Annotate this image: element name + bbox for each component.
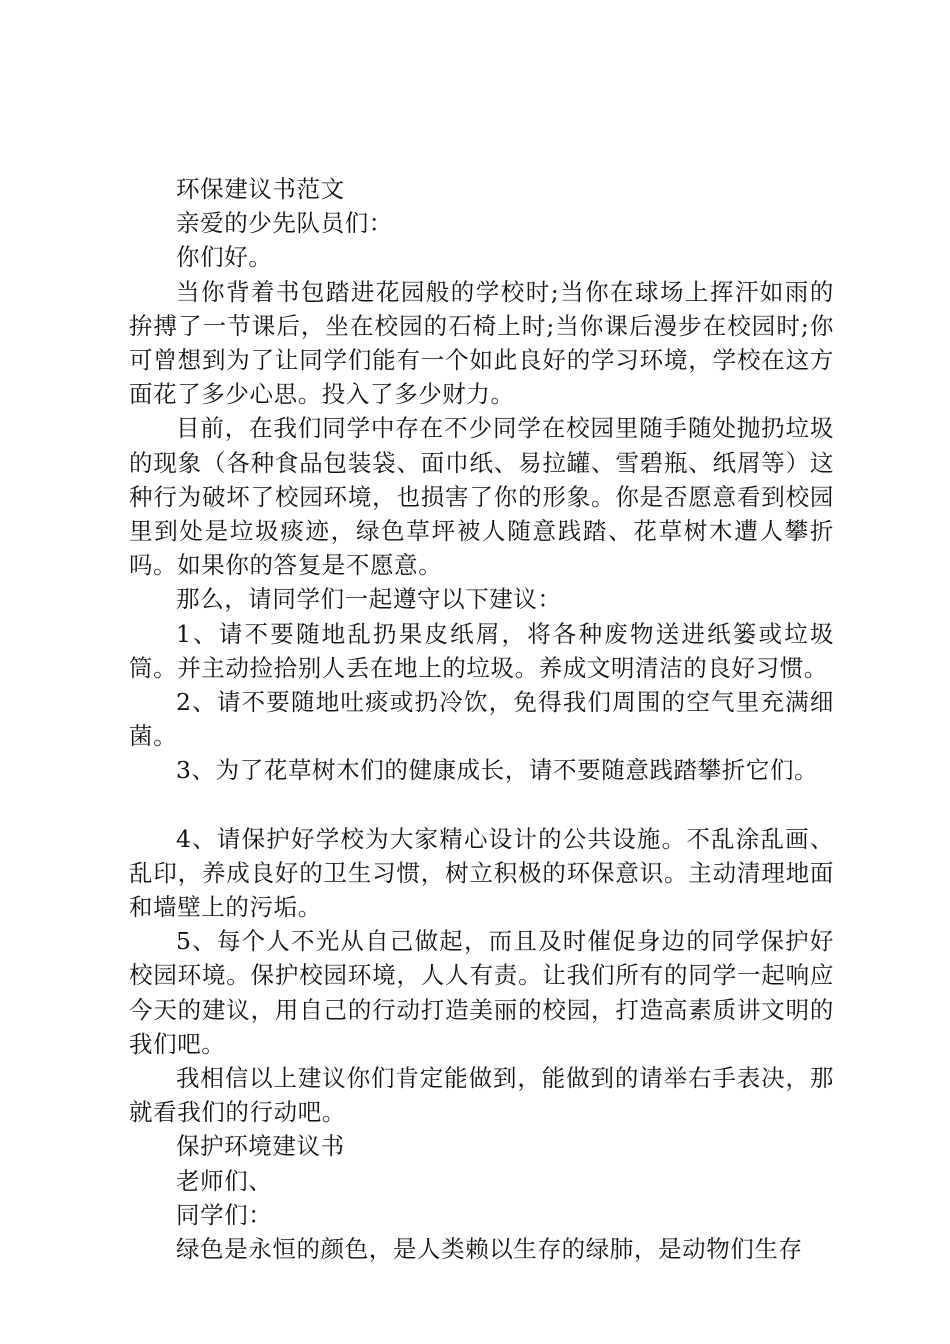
salutation: 同学们： (176, 1200, 273, 1229)
document-title: 环保建议书范文 (176, 175, 345, 203)
suggestion-item: 3、为了花草树木们的健康成长，请不要随意践踏攀折它们。 (176, 756, 819, 785)
blank-line (129, 788, 834, 822)
suggestion-item: 2、请不要随地吐痰或扔冷饮，免得我们周围的空气里充满细菌。 (129, 688, 834, 751)
body-paragraph: 目前，在我们同学中存在不少同学在校园里随手随处抛扔垃圾的现象（各种食品包装袋、面巾纸、易拉罐、雪碧瓶、纸屑等）这种行为破坏了校园环境，也损害了你的形象。你是否愿意看到校园里到处是垃圾痰迹，绿色草坪被人随意践踏、花草树木遭人攀折吗。如果你的答复是不愿意。 (129, 414, 834, 580)
greeting: 你们好。 (176, 243, 273, 272)
salutation: 亲爱的少先队员们： (176, 209, 393, 238)
section-title: 保护环境建议书 (176, 1132, 345, 1161)
body-paragraph: 绿色是永恒的颜色，是人类赖以生存的绿肺，是动物们生存 (176, 1235, 803, 1264)
body-paragraph: 当你背着书包踏进花园般的学校时;当你在球场上挥汗如雨的拚搏了一节课后，坐在校园的石椅上时;当你课后漫步在校园时;你可曾想到为了让同学们能有一个如此良好的学习环境，学校在这方面花了多少心思。投入了多少财力。 (129, 277, 834, 409)
document-page (129, 172, 834, 1266)
suggestion-item: 4、请保护好学校为大家精心设计的公共设施。不乱涂乱画、乱印，养成良好的卫生习惯，树立积极的环保意识。主动清理地面和墙壁上的污垢。 (129, 824, 834, 922)
salutation: 老师们、 (176, 1166, 273, 1195)
suggestion-item: 5、每个人不光从自己做起，而且及时催促身边的同学保护好校园环境。保护校园环境，人人有责。让我们所有的同学一起响应今天的建议，用自己的行动打造美丽的校园，打造高素质讲文明的我们吧。 (129, 927, 834, 1058)
closing-paragraph: 我相信以上建议你们肯定能做到，能做到的请举右手表决，那就看我们的行动吧。 (129, 1064, 834, 1127)
body-paragraph: 那么，请同学们一起遵守以下建议： (176, 585, 562, 614)
suggestion-item: 1、请不要随地乱扔果皮纸屑，将各种废物送进纸篓或垃圾筒。并主动捡拾别人丢在地上的垃圾。养成文明清洁的良好习惯。 (129, 619, 834, 682)
